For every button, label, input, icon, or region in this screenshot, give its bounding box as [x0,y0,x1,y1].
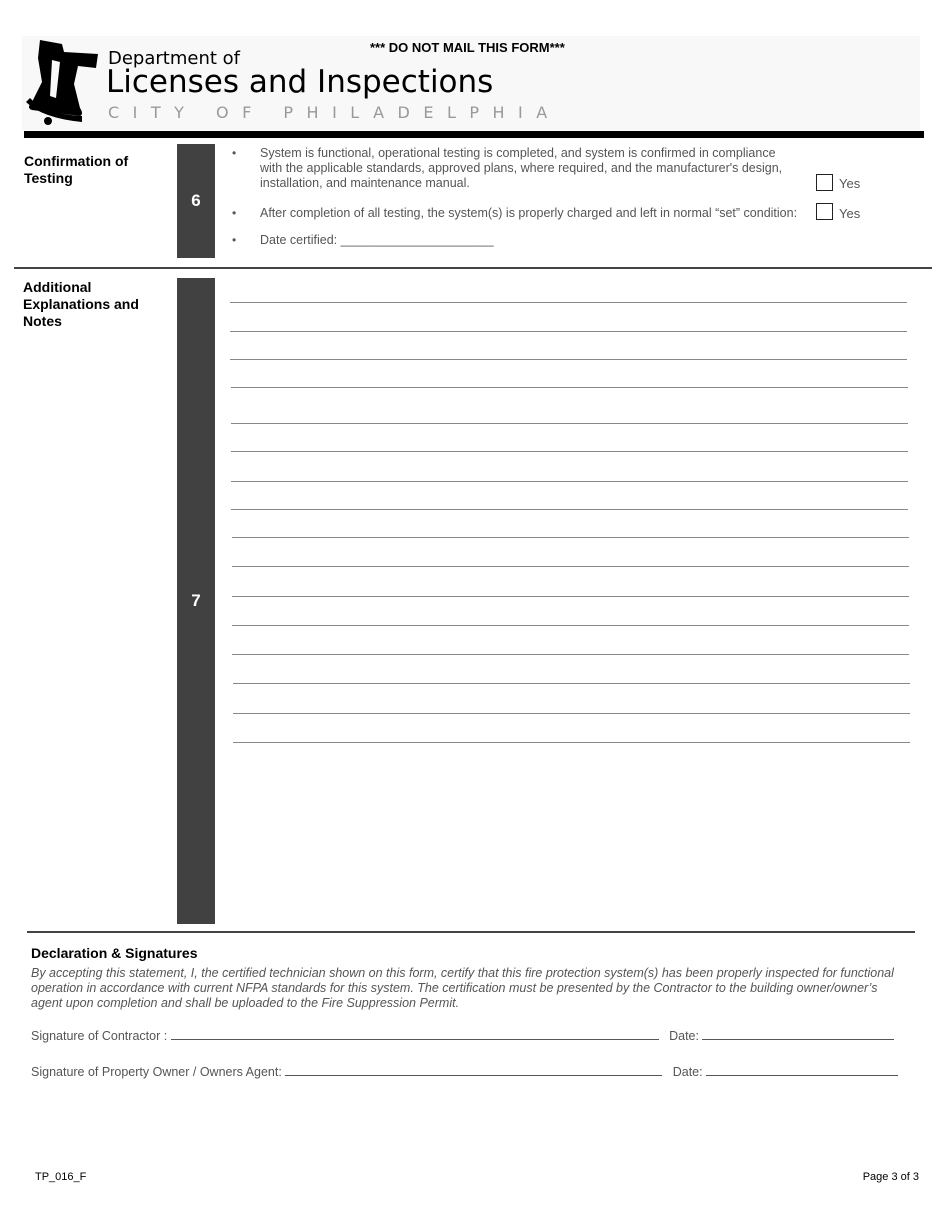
section-divider [27,931,915,933]
declaration-text: By accepting this statement, I, the certified technician shown on this form, certify that this fire protection system(s) has been properly inspected for functional operation in accordance with current NFPA standards for this system. The certification must be presented by the Contractor to the building owner/owner’s agent upon completion and shall be uploaded to the Fire Suppression Permit. [31,966,894,1010]
contractor-signature-row [31,1027,894,1043]
notes-line[interactable] [233,713,910,714]
charged-statement: After completion of all testing, the system(s) is properly charged and left in normal “set” condition: [260,206,798,220]
contractor-date-label: Date: [669,1029,699,1043]
bullet-icon: • [232,233,237,247]
notes-line[interactable] [232,654,909,655]
section-7-number: 7 [177,278,215,924]
notes-line[interactable] [230,331,907,332]
declaration-title: Declaration & Signatures [31,945,198,961]
header-divider [24,131,924,138]
notes-line[interactable] [231,387,908,388]
date-certified-field[interactable]: Date certified: ______________________ [260,233,494,247]
testing-yes-label: Yes [839,176,861,191]
section-divider [14,267,932,269]
charged-yes-label: Yes [839,206,861,221]
notes-line[interactable] [230,359,907,360]
liberty-bell-logo-icon [22,38,102,126]
department-line: Department of [108,48,240,69]
bullet-icon: • [232,146,237,160]
notes-line[interactable] [233,683,910,684]
notes-line[interactable] [231,509,908,510]
department-name: Licenses and Inspections [106,64,494,100]
section-7-label: Additional Explanations and Notes [23,279,139,329]
notes-line[interactable] [230,302,907,303]
owner-signature-label: Signature of Property Owner / Owners Agent: [31,1065,282,1079]
testing-statement: System is functional, operational testing is completed, and system is confirmed in compliance with the applicable standards, approved plans, where required, and the manufacturer's design, installation, and maintenance manual. [260,146,783,190]
city-name: CITY OF PHILADELPHIA [108,103,561,122]
contractor-date-field[interactable] [702,1027,894,1040]
notes-line[interactable] [233,742,910,743]
owner-date-label: Date: [672,1065,703,1079]
owner-signature-field[interactable] [285,1063,662,1076]
charged-yes-checkbox[interactable] [816,203,833,220]
testing-yes-checkbox[interactable] [816,174,833,191]
contractor-signature-label: Signature of Contractor : [31,1029,168,1043]
page-number: Page 3 of 3 [862,1171,919,1183]
form-id: TP_016_F [35,1171,87,1183]
notes-line[interactable] [232,566,909,567]
notes-line[interactable] [232,537,909,538]
contractor-signature-field[interactable] [171,1027,659,1040]
bullet-icon: • [232,206,237,220]
do-not-mail-notice: *** DO NOT MAIL THIS FORM*** [370,40,565,55]
owner-signature-row [31,1063,898,1079]
section-6-number: 6 [177,144,215,258]
owner-date-field[interactable] [706,1063,898,1076]
notes-line[interactable] [231,481,908,482]
notes-line[interactable] [231,423,908,424]
notes-line[interactable] [232,625,909,626]
notes-line[interactable] [232,596,909,597]
section-6-label: Confirmation of Testing [24,153,129,186]
notes-line[interactable] [231,451,908,452]
